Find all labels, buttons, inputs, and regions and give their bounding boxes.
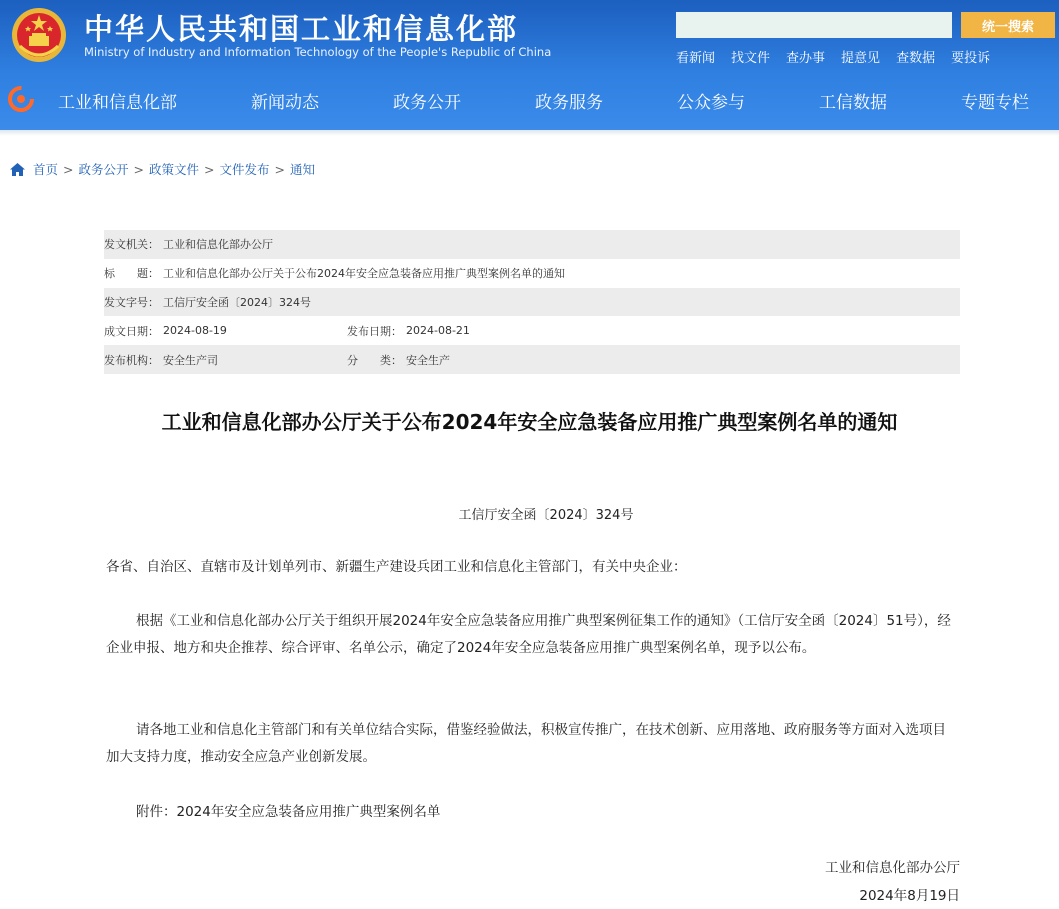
site-subtitle: Ministry of Industry and Information Technology of the People's Republic of China bbox=[84, 45, 552, 59]
meta-issuer-label: 发文机关： bbox=[104, 238, 159, 252]
quick-link-services[interactable]: 查办事 bbox=[786, 51, 826, 66]
document-attachment[interactable]: 附件：2024年安全应急装备应用推广典型案例名单 bbox=[136, 804, 441, 820]
breadcrumb-separator: > bbox=[204, 161, 215, 177]
meta-published-value: 2024-08-21 bbox=[406, 324, 470, 338]
meta-category-label: 分 类： bbox=[347, 353, 402, 367]
search-input[interactable] bbox=[676, 12, 952, 38]
meta-published-label: 发布日期： bbox=[347, 324, 402, 338]
document-meta-table bbox=[104, 230, 960, 374]
quick-link-complaint[interactable]: 要投诉 bbox=[951, 51, 991, 66]
meta-created-cell bbox=[104, 323, 347, 339]
meta-title-label: 标 题： bbox=[104, 267, 159, 281]
document-signature: 工业和信息化部办公厅 bbox=[825, 860, 960, 876]
nav-item-news[interactable]: 新闻动态 bbox=[251, 93, 319, 113]
site-header bbox=[0, 0, 1059, 130]
meta-org-value: 安全生产司 bbox=[163, 353, 218, 367]
breadcrumb-policy-files[interactable]: 政策文件 bbox=[149, 162, 200, 177]
search-button[interactable]: 统一搜索 bbox=[961, 12, 1055, 38]
quick-link-data[interactable]: 查数据 bbox=[896, 51, 936, 66]
breadcrumb bbox=[10, 160, 315, 178]
breadcrumb-home[interactable]: 首页 bbox=[33, 162, 59, 177]
meta-doc-number-value: 工信厅安全函〔2024〕324号 bbox=[163, 295, 311, 309]
header-divider bbox=[0, 130, 1059, 136]
document-title: 工业和信息化部办公厅关于公布2024年安全应急装备应用推广典型案例名单的通知 bbox=[161, 410, 898, 434]
home-icon[interactable] bbox=[10, 163, 25, 176]
meta-created-value: 2024-08-19 bbox=[163, 324, 227, 338]
document-salutation: 各省、自治区、直辖市及计划单列市、新疆生产建设兵团工业和信息化主管部门，有关中央企业： bbox=[106, 559, 687, 575]
site-logo-icon[interactable] bbox=[8, 86, 34, 112]
quick-links bbox=[676, 47, 990, 66]
meta-title-value: 工业和信息化部办公厅关于公布2024年安全应急装备应用推广典型案例名单的通知 bbox=[163, 267, 565, 281]
quick-link-files[interactable]: 找文件 bbox=[731, 51, 771, 66]
nav-item-gov-affairs[interactable]: 政务公开 bbox=[393, 93, 461, 113]
breadcrumb-separator: > bbox=[274, 161, 285, 177]
meta-doc-number-label: 发文字号： bbox=[104, 295, 159, 309]
meta-row-dates bbox=[104, 316, 960, 345]
breadcrumb-separator: > bbox=[63, 161, 74, 177]
main-nav bbox=[50, 88, 1059, 113]
meta-category-cell bbox=[347, 352, 450, 368]
site-title[interactable]: 中华人民共和国工业和信息化部 bbox=[84, 12, 519, 46]
breadcrumb-file-release[interactable]: 文件发布 bbox=[219, 162, 270, 177]
meta-issuer-value: 工业和信息化部办公厅 bbox=[163, 238, 273, 252]
nav-item-topics[interactable]: 专题专栏 bbox=[961, 93, 1029, 113]
breadcrumb-gov-affairs[interactable]: 政务公开 bbox=[78, 162, 129, 177]
quick-link-feedback[interactable]: 提意见 bbox=[841, 51, 881, 66]
nav-item-services[interactable]: 政务服务 bbox=[535, 93, 603, 113]
breadcrumb-separator: > bbox=[133, 161, 144, 177]
meta-published-cell bbox=[347, 323, 470, 339]
meta-category-value: 安全生产 bbox=[406, 353, 450, 367]
document-date: 2024年8月19日 bbox=[859, 888, 960, 904]
breadcrumb-notice[interactable]: 通知 bbox=[290, 162, 316, 177]
meta-row-doc-number bbox=[104, 288, 960, 317]
meta-org-cell bbox=[104, 352, 347, 368]
quick-link-news[interactable]: 看新闻 bbox=[676, 51, 716, 66]
meta-row-title bbox=[104, 259, 960, 288]
national-emblem-icon[interactable] bbox=[10, 6, 68, 64]
nav-item-ministry[interactable]: 工业和信息化部 bbox=[58, 93, 177, 113]
meta-created-label: 成文日期： bbox=[104, 324, 159, 338]
meta-row-issuer bbox=[104, 230, 960, 259]
meta-row-org bbox=[104, 345, 960, 374]
document-number: 工信厅安全函〔2024〕324号 bbox=[458, 508, 634, 523]
document-paragraph: 根据《工业和信息化部办公厅关于组织开展2024年安全应急装备应用推广典型案例征集工作的通知》（工信厅安全函〔2024〕51号），经企业申报、地方和央企推荐、综合评审、名单公示，确定了2024年安全应急装备应用推广典型案例名单，现予以公布。 bbox=[106, 613, 951, 656]
meta-org-label: 发布机构： bbox=[104, 353, 159, 367]
nav-item-participation[interactable]: 公众参与 bbox=[677, 93, 745, 113]
document-paragraph: 请各地工业和信息化主管部门和有关单位结合实际，借鉴经验做法，积极宣传推广，在技术创新、应用落地、政府服务等方面对入选项目加大支持力度，推动安全应急产业创新发展。 bbox=[106, 722, 946, 765]
nav-item-data[interactable]: 工信数据 bbox=[819, 93, 887, 113]
